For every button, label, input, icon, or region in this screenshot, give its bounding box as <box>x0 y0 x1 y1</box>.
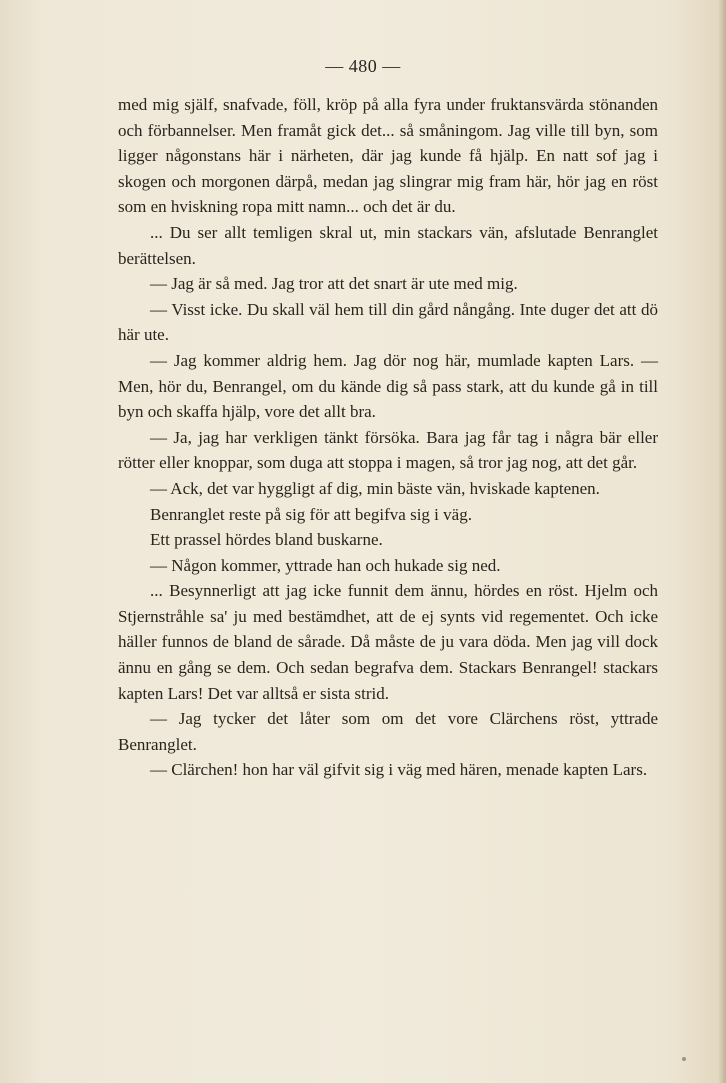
paragraph: — Jag kommer aldrig hem. Jag dör nog här, mumlade kapten Lars. — Men, hör du, Benrangel, om du kände dig så pass stark, att du kunde gå in till byn och skaffa hjälp, vore det allt bra. <box>118 350 658 422</box>
paragraph: — Ack, det var hyggligt af dig, min bäste vän, hviskade kaptenen. <box>150 478 600 498</box>
paragraph: Ett prassel hördes bland buskarne. <box>150 530 383 550</box>
paragraph: — Clärchen! hon har väl gifvit sig i väg med hären, menade kapten Lars. <box>150 760 648 780</box>
paragraph: — Ja, jag har verkligen tänkt försöka. Bara jag får tag i några bär eller rötter eller knoppar, som duga att stoppa i magen, så tror jag nog, att det går. <box>118 427 658 473</box>
paragraph: ... Besynnerligt att jag icke funnit dem ännu, hördes en röst. Hjelm och Stjernstråhle sa' ju med bestämdhet, att de ej synts vid regementet. Och icke häller funnos de bland de sårade. Då måste de ju vara döda. Men jag vill dock ännu en gång se dem. Och sedan begrafva dem. Stackars Benrangel! stackars kapten Lars! Det var alltså er sista strid. <box>118 581 658 703</box>
body-text <box>118 92 658 783</box>
page-number: — 480 — <box>325 56 401 76</box>
ink-speck <box>682 1057 686 1061</box>
paragraph: med mig själf, snafvade, föll, kröp på alla fyra under fruktansvärda stönanden och förbannelser. Men framåt gick det... så småningom. Jag ville till byn, som ligger någonstans här i närheten, där jag kunde få hjälp. En natt sof jag i skogen och morgonen därpå, medan jag slingrar mig fram här, hör jag en röst som en hviskning ropa mitt namn... och det är du. <box>118 95 658 217</box>
paragraph: — Någon kommer, yttrade han och hukade sig ned. <box>150 555 501 575</box>
page-edge-shadow <box>718 0 726 1083</box>
paragraph: Benranglet reste på sig för att begifva sig i väg. <box>150 504 472 524</box>
paragraph: ... Du ser allt temligen skral ut, min stackars vän, afslutade Benranglet berättelsen. <box>118 222 658 268</box>
paragraph: — Visst icke. Du skall väl hem till din gård nångång. Inte duger det att dö här ute. <box>118 299 658 345</box>
paragraph: — Jag är så med. Jag tror att det snart är ute med mig. <box>150 274 518 294</box>
paragraph: — Jag tycker det låter som om det vore Clärchens röst, yttrade Benranglet. <box>118 709 658 754</box>
